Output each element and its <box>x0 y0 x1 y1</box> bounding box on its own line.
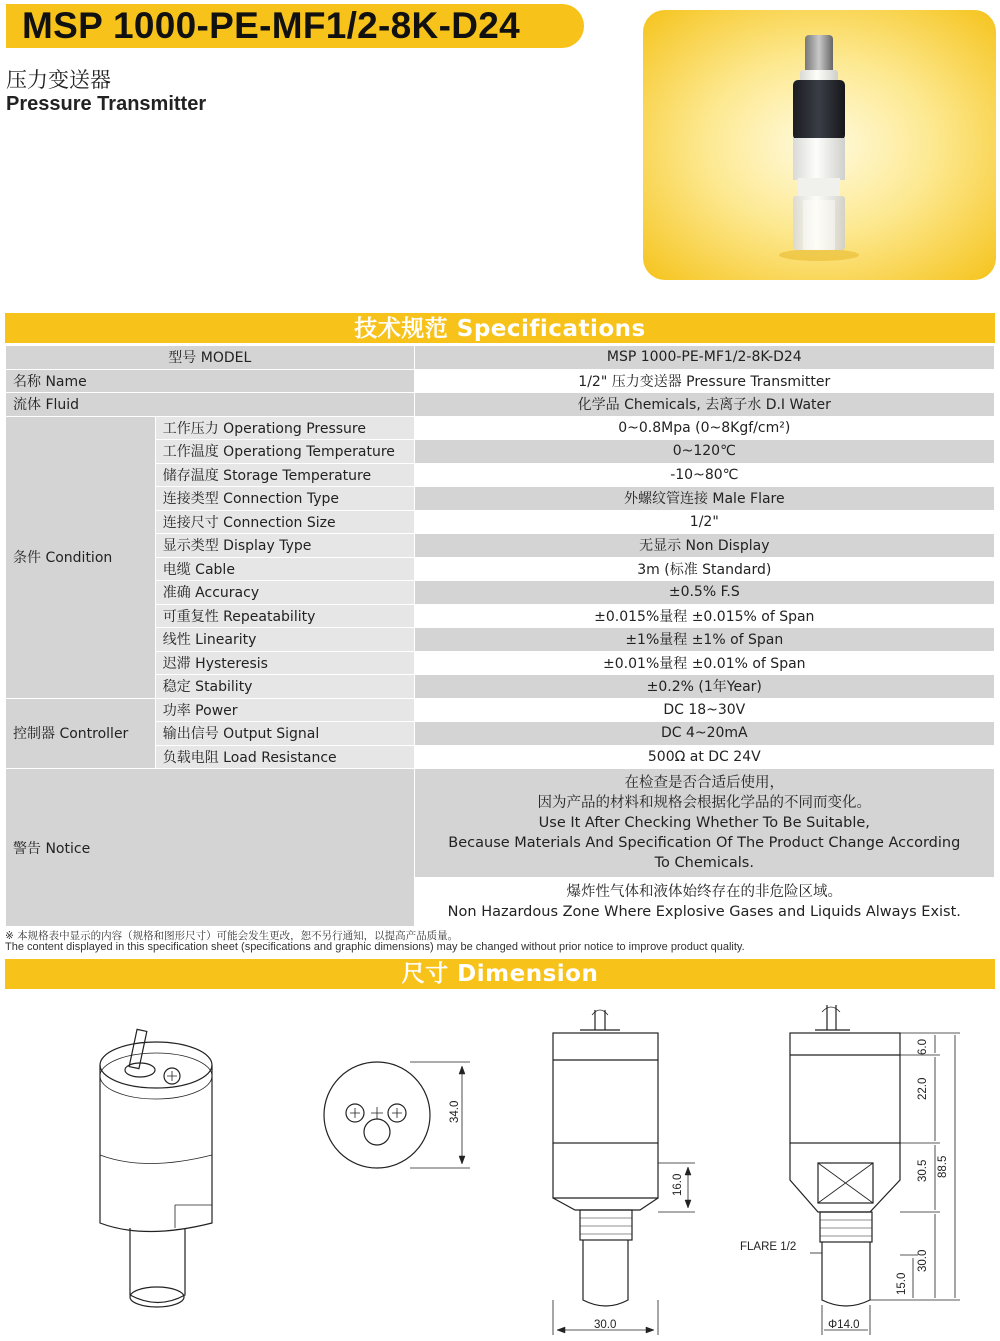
notice-line: To Chemicals. <box>654 855 754 871</box>
spec-row-value: 3m (标准 Standard) <box>414 557 994 581</box>
footnote-cn: ※ 本规格表中显示的内容（规格和图形尺寸）可能会发生更改，恕不另行通知，以提高产品质量。 <box>5 930 459 942</box>
notice-hazard-zone <box>414 878 994 927</box>
spec-row-value: 0~120℃ <box>414 440 994 464</box>
model-title: MSP 1000-PE-MF1/2-8K-D24 <box>6 4 584 48</box>
notice-line: Because Materials And Specification Of The Product Change According <box>448 835 961 851</box>
table-row <box>6 393 995 417</box>
pressure-transmitter-image <box>643 10 996 280</box>
spec-row-label: 准确 Accuracy <box>155 581 414 605</box>
spec-row-value: 1/2" <box>414 510 994 534</box>
dimension-drawings <box>0 990 1000 1341</box>
dim-body-height: 30.5 <box>917 1159 929 1182</box>
spec-row-label: 工作压力 Operationg Pressure <box>155 416 414 440</box>
spec-row-label: 连接尺寸 Connection Size <box>155 510 414 534</box>
dim-top-gap: 6.0 <box>917 1039 929 1055</box>
spec-row-value: 500Ω at DC 24V <box>414 745 994 769</box>
model-value: MSP 1000-PE-MF1/2-8K-D24 <box>414 346 994 370</box>
spec-row-value: 外螺纹管连接 Male Flare <box>414 487 994 511</box>
spec-row-value: 无显示 Non Display <box>414 534 994 558</box>
spec-row-label: 工作温度 Operationg Temperature <box>155 440 414 464</box>
dimension-heading: 尺寸 Dimension <box>5 959 995 989</box>
dim-thread-height: 30.0 <box>917 1249 929 1272</box>
notice-line: 因为产品的材料和规格会根据化学品的不同而变化。 <box>537 795 872 811</box>
dim-flare-label: FLARE 1/2 <box>740 1241 797 1253</box>
name-label: 名称 Name <box>6 369 415 393</box>
spec-row-label: 输出信号 Output Signal <box>155 722 414 746</box>
spec-row-label: 可重复性 Repeatability <box>155 604 414 628</box>
controller-group-label: 控制器 Controller <box>6 698 156 769</box>
spec-row-value: -10~80℃ <box>414 463 994 487</box>
dim-overall-height: 88.5 <box>937 1155 949 1178</box>
notice-suitability <box>414 769 994 878</box>
notice-line: Use It After Checking Whether To Be Suitable, <box>538 815 870 831</box>
product-subtitle-cn: 压力变送器 <box>6 68 111 92</box>
product-subtitle-en: Pressure Transmitter <box>6 93 207 115</box>
notice-label: 警告 Notice <box>6 769 415 927</box>
table-row <box>6 416 995 440</box>
spec-row-value: DC 4~20mA <box>414 722 994 746</box>
footnote-en: The content displayed in this specification sheet (specifications and graphic dimensions) may be changed without prior notice to improve product quality. <box>5 941 745 953</box>
dim-body-width: 30.0 <box>594 1319 617 1331</box>
spec-row-value: 0~0.8Mpa (0~8Kgf/cm²) <box>414 416 994 440</box>
dim-face-diameter: 34.0 <box>449 1100 461 1123</box>
dim-flare-height: 15.0 <box>896 1272 908 1295</box>
notice-line: Non Hazardous Zone Where Explosive Gases and Liquids Always Exist. <box>447 904 961 920</box>
spec-row-value: ±0.015%量程 ±0.015% of Span <box>414 604 994 628</box>
spec-row-label: 显示类型 Display Type <box>155 534 414 558</box>
spec-row-label: 电缆 Cable <box>155 557 414 581</box>
table-row <box>6 346 995 370</box>
dim-head-height: 22.0 <box>917 1077 929 1100</box>
name-value: 1/2" 压力变送器 Pressure Transmitter <box>414 369 994 393</box>
fluid-value: 化学品 Chemicals, 去离子水 D.I Water <box>414 393 994 417</box>
notice-line: 在检查是否合适后使用， <box>624 775 785 791</box>
spec-row-value: ±0.2% (1年Year) <box>414 675 994 699</box>
spec-row-label: 储存温度 Storage Temperature <box>155 463 414 487</box>
spec-row-value: ±0.5% F.S <box>414 581 994 605</box>
spec-row-label: 负载电阻 Load Resistance <box>155 745 414 769</box>
table-row <box>6 369 995 393</box>
specifications-heading: 技术规范 Specifications <box>5 313 995 343</box>
spec-row-label: 稳定 Stability <box>155 675 414 699</box>
spec-row-value: ±0.01%量程 ±0.01% of Span <box>414 651 994 675</box>
spec-row-label: 连接类型 Connection Type <box>155 487 414 511</box>
model-label: 型号 MODEL <box>6 346 415 370</box>
table-row <box>6 698 995 722</box>
spec-row-label: 功率 Power <box>155 698 414 722</box>
dim-flange-height: 16.0 <box>672 1173 684 1196</box>
spec-row-value: ±1%量程 ±1% of Span <box>414 628 994 652</box>
notice-line: 爆炸性气体和液体始终存在的非危险区域。 <box>566 884 843 900</box>
isometric-view <box>100 1029 212 1307</box>
spec-row-value: DC 18~30V <box>414 698 994 722</box>
section-view <box>790 1005 960 1335</box>
dim-flare-diameter: Φ14.0 <box>828 1319 860 1331</box>
specifications-table <box>5 345 995 927</box>
condition-group-label: 条件 Condition <box>6 416 156 698</box>
table-row <box>6 769 995 878</box>
fluid-label: 流体 Fluid <box>6 393 415 417</box>
spec-row-label: 线性 Linearity <box>155 628 414 652</box>
spec-row-label: 迟滞 Hysteresis <box>155 651 414 675</box>
side-view <box>553 1010 695 1335</box>
product-photo <box>643 10 996 280</box>
